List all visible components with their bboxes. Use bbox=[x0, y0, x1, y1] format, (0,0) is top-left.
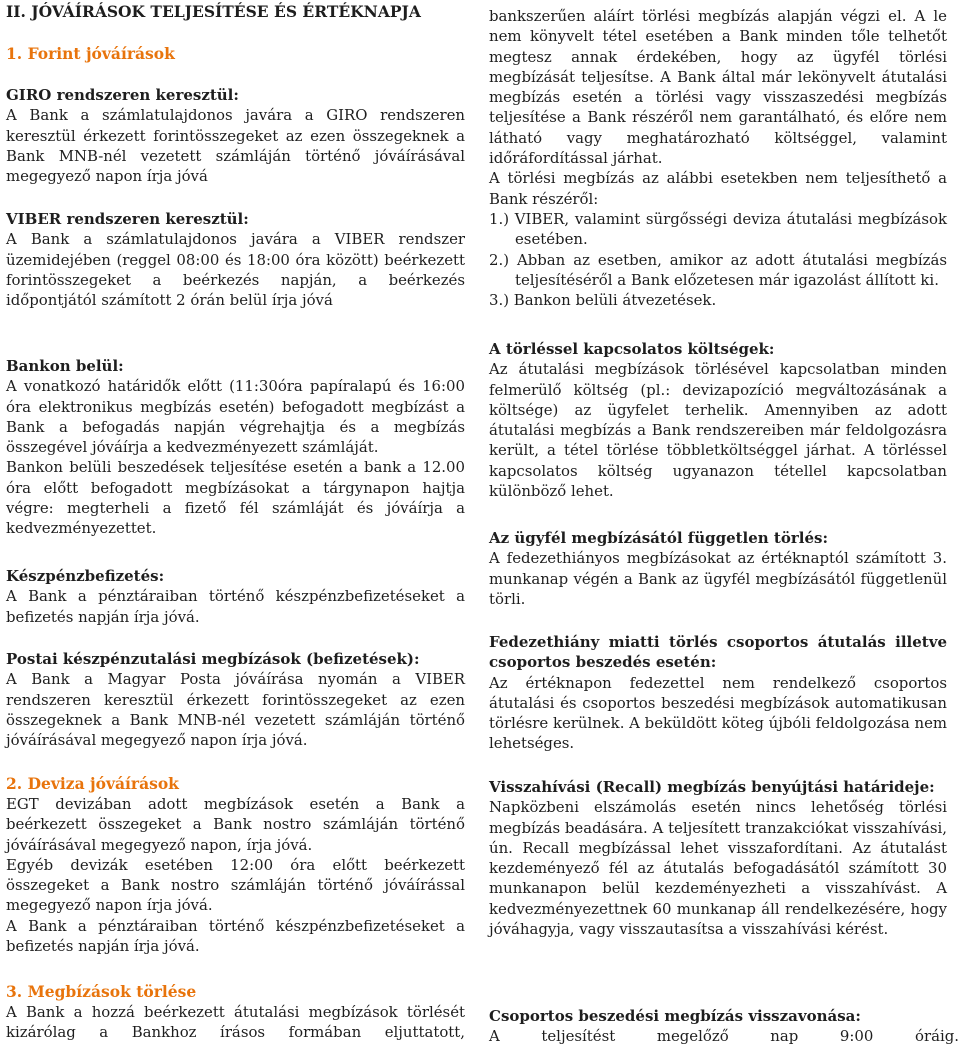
deletion-exceptions-intro: A törlési megbízás az alábbi esetekben nem teljesíthető a Bank részéről: bbox=[489, 169, 947, 208]
chapter-title: II. JÓVÁÍRÁSOK TELJESÍTÉSE ÉS ÉRTÉKNAPJA bbox=[6, 2, 421, 21]
list-item: 3.) Bankon belüli átvezetések. bbox=[489, 291, 717, 310]
section-3-title: 3. Megbízások törlése bbox=[6, 982, 197, 1001]
section-1-title: 1. Forint jóváírások bbox=[6, 44, 175, 63]
independent-deletion-text: A fedezethiányos megbízásokat az értéknaptól számított 3. munkanap végén a Bank az ügyfél megbízásától függetlenül törli. bbox=[489, 549, 947, 608]
group-recall-heading: Csoportos beszedési megbízás visszavonása: bbox=[489, 1007, 861, 1025]
fx-block bbox=[6, 773, 465, 956]
giro-heading: GIRO rendszeren keresztül: bbox=[6, 86, 239, 104]
postal-heading: Postai készpénzutalási megbízások (befizetések): bbox=[6, 650, 420, 668]
bankon-block bbox=[6, 356, 465, 539]
group-deletion-heading: Fedezethiány miatti törlés csoportos átutalás illetve csoportos beszedés esetén: bbox=[489, 633, 947, 672]
section-2-title: 2. Deviza jóváírások bbox=[6, 774, 179, 793]
recall-block bbox=[489, 777, 947, 939]
list-item: 1.) VIBER, valamint sürgősségi deviza átutalási megbízások esetében. bbox=[489, 209, 947, 249]
independent-deletion-block bbox=[489, 528, 947, 609]
bankon-text-2: Bankon belüli beszedések teljesítése esetén a bank a 12.00 óra előtt befogadott megbízásokat a tárgynapon hajtja végre: megterheli a fizető fél számláját és jóváírja a kedvezményezettet. bbox=[6, 458, 465, 538]
fx-text-1: EGT devizában adott megbízások esetén a Bank a beérkezett összegeket a Bank nostro számláján történő jóváírásával megegyező napon, írja jóvá. bbox=[6, 795, 465, 854]
deletion-block bbox=[6, 981, 465, 1043]
fx-text-3: A Bank a pénztáraiban történő készpénzbefizetéseket a befizetés napján írja jóvá. bbox=[6, 916, 465, 956]
cash-heading: Készpénzbefizetés: bbox=[6, 567, 165, 585]
cash-text: A Bank a pénztáraiban történő készpénzbefizetéseket a befizetés napján írja jóvá. bbox=[6, 587, 465, 626]
list-item: 2.) Abban az esetben, amikor az adott átutalási megbízás teljesítéséről a Bank előzetesen már igazolást állított ki. bbox=[489, 250, 947, 289]
giro-text: A Bank a számlatulajdonos javára a GIRO rendszeren keresztül érkezett forintösszegeket az ezen összegeknek a Bank MNB-nél vezetett számláján történő jóváírásával megegyező napon írja jóvá bbox=[6, 106, 465, 186]
cost-heading: A törléssel kapcsolatos költségek: bbox=[489, 340, 775, 358]
deletion-continued-text: bankszerűen aláírt törlési megbízás alapján végzi el. A le nem könyvelt tétel esetében a Bank minden tőle telhetőt megtesz annak érdekében, hogy az ügyfél törlési megbízását teljesítse. A Bank által már lekönyvelt átutalási megbízás esetén a törlési vagy visszaszedési megbízás teljesítése a Bank részéről nem garantálható, és előre nem látható vagy meghatározható költséggel, valamint időráfordítással járhat. bbox=[489, 7, 947, 168]
fx-text-2: Egyéb devizák esetében 12:00 óra előtt beérkezett összegeket a Bank nostro számláján történő jóváírással megegyező napon írja jóvá. bbox=[6, 855, 465, 915]
deletion-text: A Bank a hozzá beérkezett átutalási megbízások törlését kizárólag a Bankhoz írásos formában eljuttatott, bbox=[6, 1003, 465, 1042]
cost-block bbox=[489, 339, 947, 501]
group-recall-text: A teljesítést megelőző nap 9:00 óráig. bbox=[489, 1027, 959, 1046]
cash-block bbox=[6, 566, 465, 627]
recall-text: Napközbeni elszámolás esetén nincs lehetőség törlési megbízás beadására. A teljesített tranzakciókat visszahívási, ún. Recall megbízással lehet visszafordítani. Az átutalást kezdeményező fél az átutalás befogadásától számított 30 munkanapon belül kezdeményezheti a visszahívást. A kedvezményezettnek 60 munkanap áll rendelkezésére, hogy jóváhagyja, vagy visszautasítsa a visszahívási kérést. bbox=[489, 798, 947, 939]
group-deletion-block bbox=[489, 632, 947, 754]
viber-text: A Bank a számlatulajdonos javára a VIBER rendszer üzemidejében (reggel 08:00 és 18:00 óra között) beérkezett forintösszegeket a beérkezés napján, a beérkezés időpontjától számított 2 órán belül írja jóvá bbox=[6, 230, 465, 310]
deletion-exceptions-list bbox=[489, 209, 947, 310]
postal-block bbox=[6, 649, 465, 750]
deletion-continued-block bbox=[489, 6, 947, 310]
bankon-heading: Bankon belül: bbox=[6, 357, 124, 375]
cost-text: Az átutalási megbízások törlésével kapcsolatban minden felmerülő költség (pl.: devizapozíció megváltozásának a költsége) az ügyfelet terhelik. Amennyiben az adott átutalási megbízás a Bank rendszereiben már feldolgozásra került, a tétel törlése többletköltséggel járhat. A törléssel kapcsolatos költség ugyanazon tétellel kapcsolatban különböző lehet. bbox=[489, 360, 947, 501]
postal-text: A Bank a Magyar Posta jóváírása nyomán a VIBER rendszeren keresztül érkezett forintösszegeket az ezen összegeknek a Bank MNB-nél vezetett számláján történő jóváírásával megegyező napon írja jóvá. bbox=[6, 670, 465, 750]
viber-heading: VIBER rendszeren keresztül: bbox=[6, 210, 249, 228]
viber-block bbox=[6, 209, 465, 310]
group-recall-block bbox=[489, 1006, 959, 1047]
recall-heading: Visszahívási (Recall) megbízás benyújtási határideje: bbox=[489, 778, 935, 796]
group-deletion-text: Az értéknapon fedezettel nem rendelkező csoportos átutalási és csoportos beszedési megbízások automatikusan törlésre kerülnek. A beküldött köteg újbóli feldolgozása nem lehetséges. bbox=[489, 673, 947, 753]
bankon-text-1: A vonatkozó határidők előtt (11:30óra papíralapú és 16:00 óra elektronikus megbízás esetén) befogadott megbízást a Bank a befogadás napján végrehajtja és a megbízás összegével jóváírja a kedvezményezett számláját. bbox=[6, 377, 465, 457]
independent-deletion-heading: Az ügyfél megbízásától független törlés: bbox=[489, 529, 828, 547]
giro-block bbox=[6, 85, 465, 186]
